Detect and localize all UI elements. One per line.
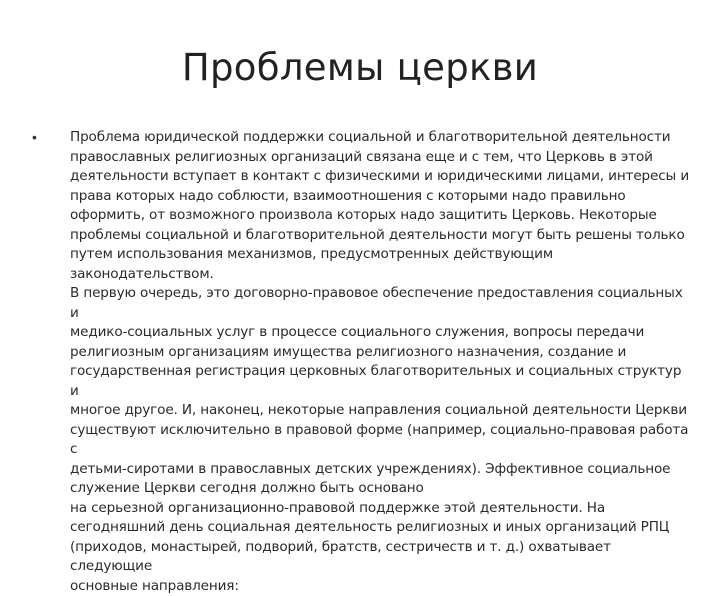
bullet-paragraph: Проблема юридической поддержки социальной и благотворительной деятельности православных религиозных организаций связана еще и с тем, что Церковь в этой деятельности вступает в контакт с физическими и юридическими лицами, интересы и права которых надо соблюсти, взаимоотношения с которыми надо правильно оформить, от возможного произвола которых надо защитить Церковь. Некоторые проблемы социальной и благотворительной деятельности могут быть решены только путем использования механизмов, предусмотренных действующим законодательством. В первую очередь, это договорно-правовое обеспечение предоставления социальных и медико-социальных услуг в процессе социального служения, вопросы передачи религиозным организациям имущества религиозного назначения, создание и государственная регистрация церковных благотворительных и социальных структур и многое другое. И, наконец, некоторые направления социальной деятельности Церкви существуют исключительно в правовой форме (например, социально-правовая работа с детьми-сиротами в православных детских учреждениях). Эффективное социальное служение Церкви сегодня должно быть основано на серьезной организационно-правовой поддержке этой деятельности. На сегодняшний день социальная деятельность религиозных и иных организаций РПЦ (приходов, монастырей, подворий, братств, сестричеств и т. д.) охватывает следующие основные направления:: [70, 129, 689, 594]
bullet-list: [32, 128, 692, 596]
slide-title: Проблемы церкви: [181, 46, 539, 89]
bullet-dot-icon: •: [32, 129, 37, 145]
bullet-item: [32, 128, 692, 596]
